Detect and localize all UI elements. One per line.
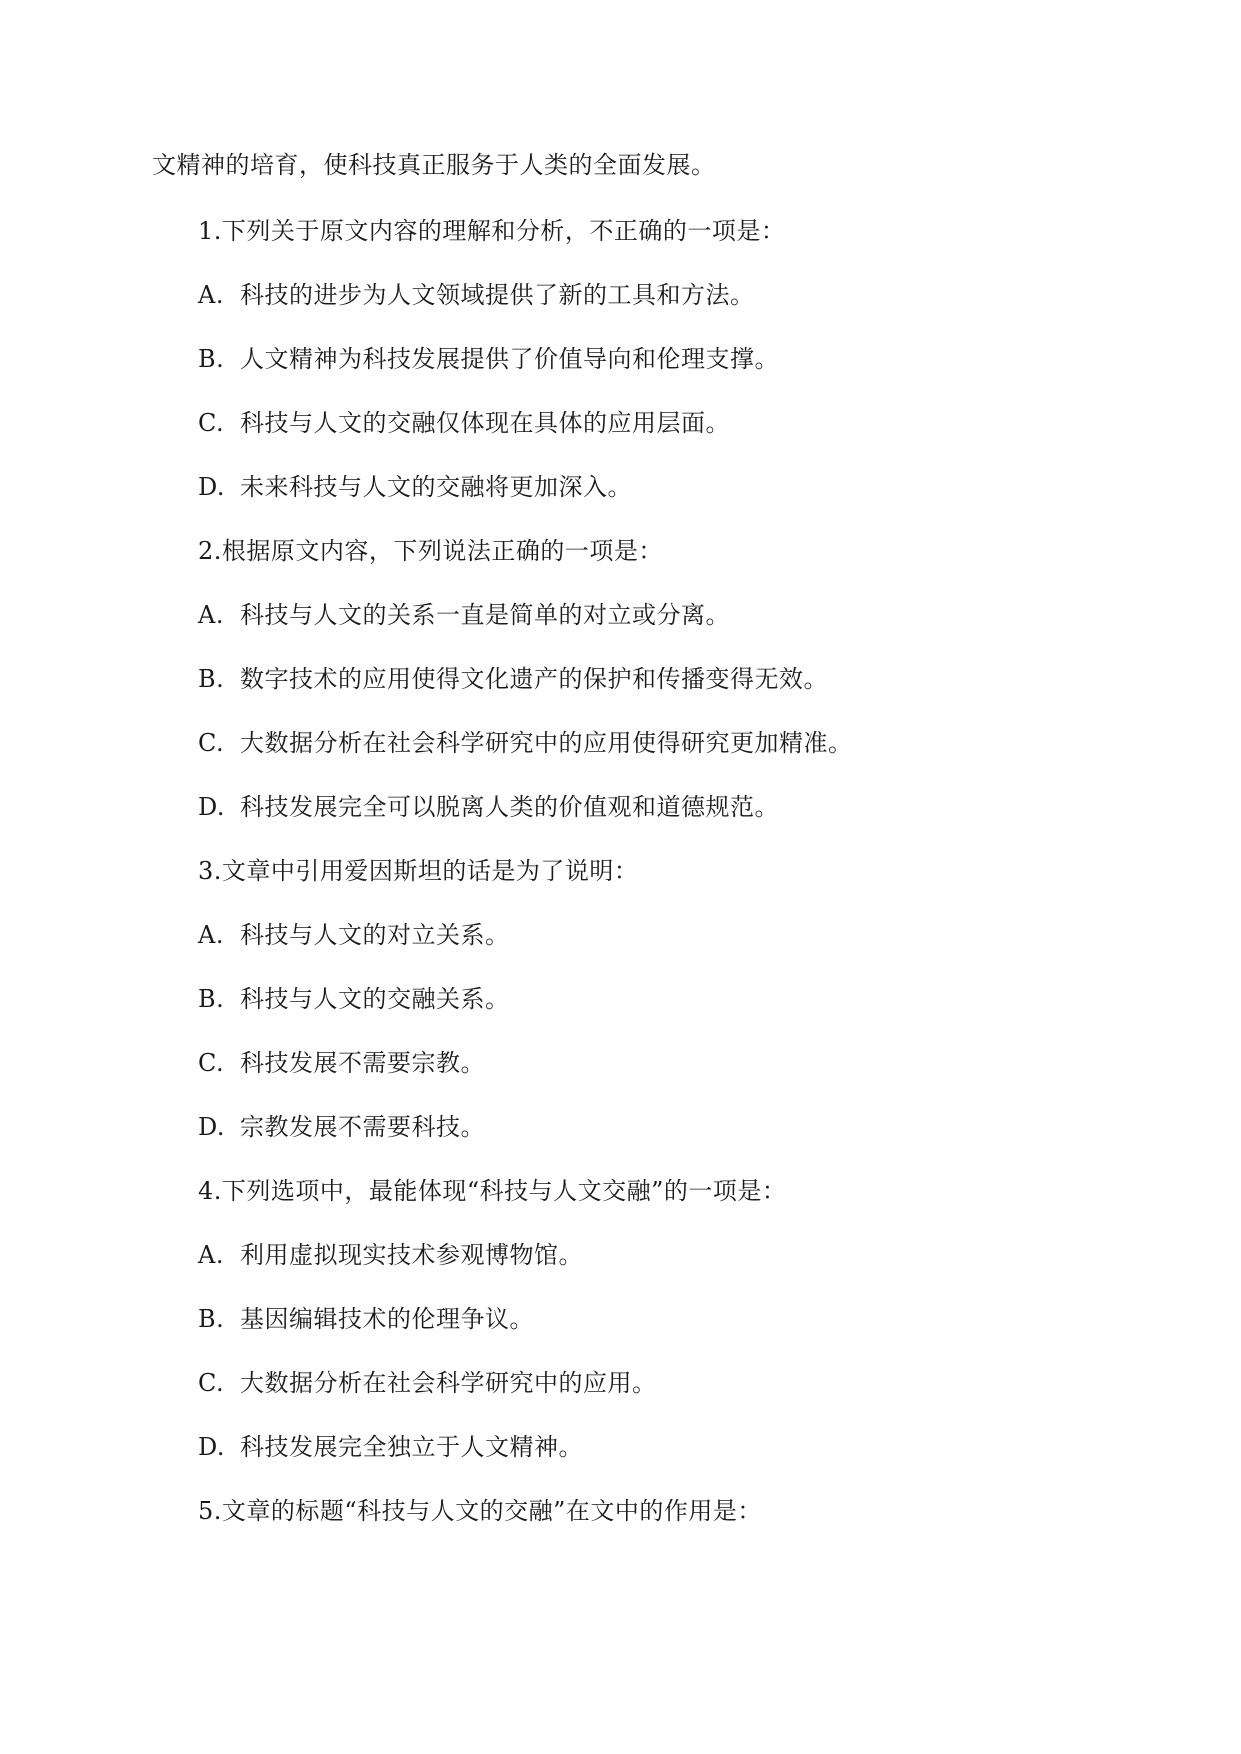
question-1-option-a [198,280,755,310]
option-letter: B. [198,985,225,1013]
option-letter: D. [198,473,226,501]
option-text: 科技与人文的关系一直是简单的对立或分离。 [240,601,730,629]
option-text: 未来科技与人文的交融将更加深入。 [240,473,632,501]
option-text: 科技与人文的交融关系。 [240,985,510,1013]
option-letter: A. [198,281,224,309]
option-text: 科技发展完全可以脱离人类的价值观和道德规范。 [240,793,779,821]
option-text: 科技发展完全独立于人文精神。 [240,1433,583,1461]
option-text: 人文精神为科技发展提供了价值导向和伦理支撑。 [240,345,779,373]
option-letter: B. [198,345,225,373]
option-text: 数字技术的应用使得文化遗产的保护和传播变得无效。 [240,665,828,693]
option-letter: B. [198,1305,225,1333]
question-4-option-c [198,1368,657,1398]
option-letter: D. [198,1113,226,1141]
option-letter: C. [198,1049,225,1077]
option-letter: A. [198,601,224,629]
question-2-option-b [198,664,828,694]
question-3-option-d [198,1112,485,1142]
option-letter: A. [198,1241,224,1269]
question-3-option-c [198,1048,485,1078]
option-letter: D. [198,1433,226,1461]
question-1-option-d [198,472,632,502]
option-text: 科技的进步为人文领域提供了新的工具和方法。 [240,281,755,309]
question-2-stem: 2.根据原文内容，下列说法正确的一项是： [198,537,663,565]
question-2-option-a [198,600,730,630]
option-letter: B. [198,665,225,693]
option-letter: D. [198,793,226,821]
option-text: 科技与人文的交融仅体现在具体的应用层面。 [240,409,730,437]
question-4-option-a [198,1240,583,1270]
question-2-option-d [198,792,779,822]
question-3-option-b [198,984,510,1014]
option-letter: C. [198,1369,225,1397]
continuation-paragraph: 文精神的培育，使科技真正服务于人类的全面发展。 [152,151,716,179]
option-text: 科技与人文的对立关系。 [240,921,510,949]
question-4-option-b [198,1304,534,1334]
option-text: 利用虚拟现实技术参观博物馆。 [240,1241,583,1269]
question-1-stem: 1.下列关于原文内容的理解和分析，不正确的一项是： [198,217,786,245]
option-letter: A. [198,921,224,949]
option-letter: C. [198,729,225,757]
option-text: 大数据分析在社会科学研究中的应用。 [240,1369,657,1397]
option-text: 基因编辑技术的伦理争议。 [240,1305,534,1333]
option-letter: C. [198,409,225,437]
question-1-option-c [198,408,730,438]
question-1-option-b [198,344,779,374]
question-3-option-a [198,920,510,950]
question-5-stem: 5.文章的标题“科技与人文的交融”在文中的作用是： [198,1497,762,1525]
question-4-option-d [198,1432,583,1462]
option-text: 宗教发展不需要科技。 [240,1113,485,1141]
option-text: 大数据分析在社会科学研究中的应用使得研究更加精准。 [240,729,853,757]
question-4-stem: 4.下列选项中，最能体现“科技与人文交融”的一项是： [198,1177,787,1205]
question-3-stem: 3.文章中引用爱因斯坦的话是为了说明： [198,857,639,885]
option-text: 科技发展不需要宗教。 [240,1049,485,1077]
question-2-option-c [198,728,853,758]
